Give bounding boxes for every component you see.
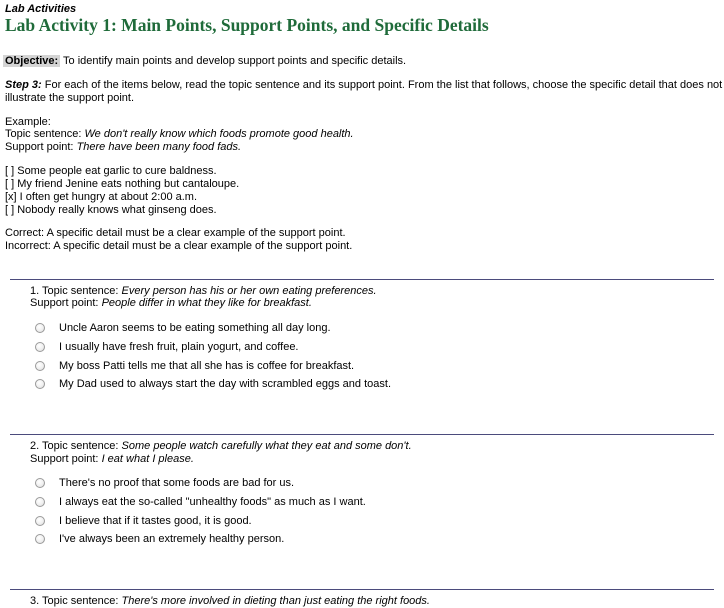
question-topic-text: Some people watch carefully what they eat and some don't. (121, 440, 412, 452)
page-title: Lab Activity 1: Main Points, Support Points, and Specific Details (5, 15, 489, 35)
example-support (5, 141, 241, 154)
question-2-topic (30, 440, 412, 453)
step-instructions-line-1 (5, 79, 722, 92)
example-option-mark: [ ] (5, 204, 15, 216)
example-option-mark: [ ] (5, 178, 15, 190)
question-topic-label: Topic sentence: (42, 285, 122, 297)
question-2-support (30, 453, 194, 466)
radio-button[interactable] (35, 534, 45, 544)
question-topic-text: Every person has his or her own eating preferences. (121, 285, 377, 297)
answer-option[interactable] (35, 359, 355, 373)
radio-button[interactable] (35, 497, 45, 507)
objective-text: To identify main points and develop support points and specific details. (60, 55, 407, 67)
divider (10, 279, 714, 280)
step-text-2: illustrate the support point. (5, 92, 135, 104)
example-support-text: There have been many food fads. (76, 141, 242, 153)
example-option (5, 204, 217, 217)
question-number: 1. (30, 285, 43, 297)
objective (5, 55, 406, 68)
answer-option[interactable] (35, 514, 252, 528)
radio-button[interactable] (35, 361, 45, 371)
answer-option[interactable] (35, 476, 295, 490)
answer-option[interactable] (35, 495, 366, 509)
answer-option[interactable] (35, 321, 331, 335)
section-label: Lab Activities (5, 3, 77, 15)
example-option-text: Some people eat garlic to cure baldness. (14, 165, 217, 177)
example-option-text: I often get hungry at about 2:00 a.m. (16, 191, 198, 203)
answer-option-label[interactable]: Uncle Aaron seems to be eating something all day long. (59, 321, 331, 334)
example-topic-label: Topic sentence: (5, 128, 85, 140)
example-topic (5, 128, 354, 141)
question-topic-label: Topic sentence: (42, 440, 122, 452)
answer-option-label[interactable]: I usually have fresh fruit, plain yogurt, and coffee. (59, 340, 299, 353)
answer-option-label[interactable]: My Dad used to always start the day with scrambled eggs and toast. (59, 377, 391, 390)
step-label: Step 3: (5, 79, 42, 91)
divider (10, 434, 714, 435)
question-support-label: Support point: (30, 453, 102, 465)
answer-option-label[interactable]: I've always been an extremely healthy person. (59, 532, 285, 545)
step-text-1: For each of the items below, read the topic sentence and its support point. From the list that follows, choose the specific detail that does not (41, 79, 723, 91)
question-number: 3. (30, 595, 43, 607)
answer-option-label[interactable]: I believe that if it tastes good, it is good. (59, 514, 252, 527)
question-support-label: Support point: (30, 297, 102, 309)
answer-option[interactable] (35, 377, 391, 391)
answer-option-label[interactable]: My boss Patti tells me that all she has is coffee for breakfast. (59, 359, 355, 372)
example-incorrect: Incorrect: A specific detail must be a clear example of the support point. (5, 240, 353, 252)
question-support-text: People differ in what they like for breakfast. (101, 297, 312, 309)
example-option-text: Nobody really knows what ginseng does. (14, 204, 217, 216)
answer-option[interactable] (35, 532, 285, 546)
example-support-label: Support point: (5, 141, 77, 153)
answer-option-label[interactable]: I always eat the so-called "unhealthy foods" as much as I want. (59, 495, 366, 508)
radio-button[interactable] (35, 379, 45, 389)
example-option (5, 178, 239, 191)
question-topic-label: Topic sentence: (42, 595, 122, 607)
question-1-support (30, 297, 312, 310)
example-topic-text: We don't really know which foods promote good health. (84, 128, 354, 140)
example-option (5, 165, 217, 178)
radio-button[interactable] (35, 516, 45, 526)
question-topic-text: There's more involved in dieting than just eating the right foods. (121, 595, 430, 607)
question-number: 2. (30, 440, 43, 452)
example-correct: Correct: A specific detail must be a clear example of the support point. (5, 227, 346, 239)
example-option (5, 191, 197, 204)
question-3-topic (30, 595, 430, 608)
example-heading: Example: (5, 116, 51, 128)
radio-button[interactable] (35, 342, 45, 352)
question-support-text: I eat what I please. (101, 453, 194, 465)
example-option-text: My friend Jenine eats nothing but cantaloupe. (14, 178, 240, 190)
answer-option-label[interactable]: There's no proof that some foods are bad for us. (59, 476, 295, 489)
objective-label: Objective: (5, 55, 59, 67)
divider (10, 589, 714, 590)
answer-option[interactable] (35, 340, 299, 354)
radio-button[interactable] (35, 323, 45, 333)
example-option-mark: [x] (5, 191, 17, 203)
example-option-mark: [ ] (5, 165, 15, 177)
radio-button[interactable] (35, 478, 45, 488)
